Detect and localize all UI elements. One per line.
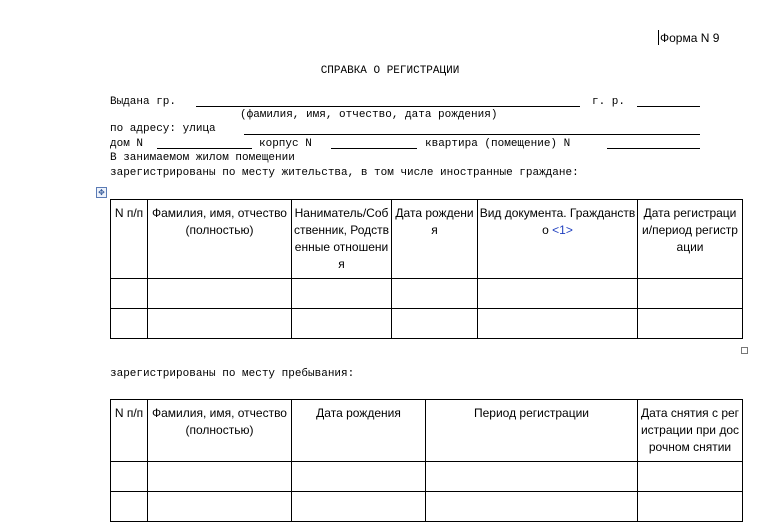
table-row[interactable]: [111, 309, 743, 339]
building-blank[interactable]: [331, 148, 417, 149]
header-cell: Дата рождения: [292, 400, 426, 462]
apartment-blank[interactable]: [607, 148, 700, 149]
residence-line: зарегистрированы по месту жительства, в том числе иностранные граждане:: [110, 167, 579, 179]
text-cursor: [658, 30, 659, 45]
street-blank[interactable]: [244, 134, 700, 135]
document-title: СПРАВКА О РЕГИСТРАЦИИ: [320, 65, 460, 77]
table-row[interactable]: [111, 462, 743, 492]
table-move-handle-icon[interactable]: ✥: [96, 187, 107, 198]
stay-table: [110, 399, 743, 522]
header-cell: Фамилия, имя, отчество (полностью): [148, 400, 292, 462]
house-blank[interactable]: [157, 148, 252, 149]
birth-year-blank[interactable]: [637, 106, 700, 107]
header-cell-text: Вид документа. Гражданство: [479, 206, 636, 237]
building-label: корпус N: [259, 138, 312, 150]
footnote-link[interactable]: <1>: [552, 223, 573, 237]
header-cell: Наниматель/Собственник, Родственные отношения: [292, 200, 392, 279]
form-number: Форма N 9: [660, 31, 720, 45]
birth-year-label: г. р.: [592, 96, 626, 108]
table-row[interactable]: [111, 279, 743, 309]
address-label: по адресу: улица: [110, 123, 216, 135]
table-resize-handle[interactable]: [741, 347, 748, 354]
header-cell: Дата снятия с регистрации при досрочном снятии: [638, 400, 743, 462]
header-cell: N п/п: [111, 400, 148, 462]
house-label: дом N: [110, 138, 144, 150]
residence-table: [110, 199, 743, 339]
header-cell: [478, 200, 638, 279]
header-cell: Период регистрации: [426, 400, 638, 462]
table-header-row: [111, 200, 743, 279]
header-cell: N п/п: [111, 200, 148, 279]
table-header-row: [111, 400, 743, 462]
name-blank[interactable]: [196, 106, 580, 107]
issued-label: Выдана гр.: [110, 96, 177, 108]
apartment-label: квартира (помещение) N: [425, 138, 571, 150]
table-row[interactable]: [111, 492, 743, 522]
header-cell: Фамилия, имя, отчество (полностью): [148, 200, 292, 279]
header-cell: Дата рождения: [392, 200, 478, 279]
header-cell: Дата регистрации/период регистрации: [638, 200, 743, 279]
name-hint: (фамилия, имя, отчество, дата рождения): [240, 109, 498, 121]
occupied-line: В занимаемом жилом помещении: [110, 152, 295, 164]
stay-line: зарегистрированы по месту пребывания:: [110, 368, 355, 380]
